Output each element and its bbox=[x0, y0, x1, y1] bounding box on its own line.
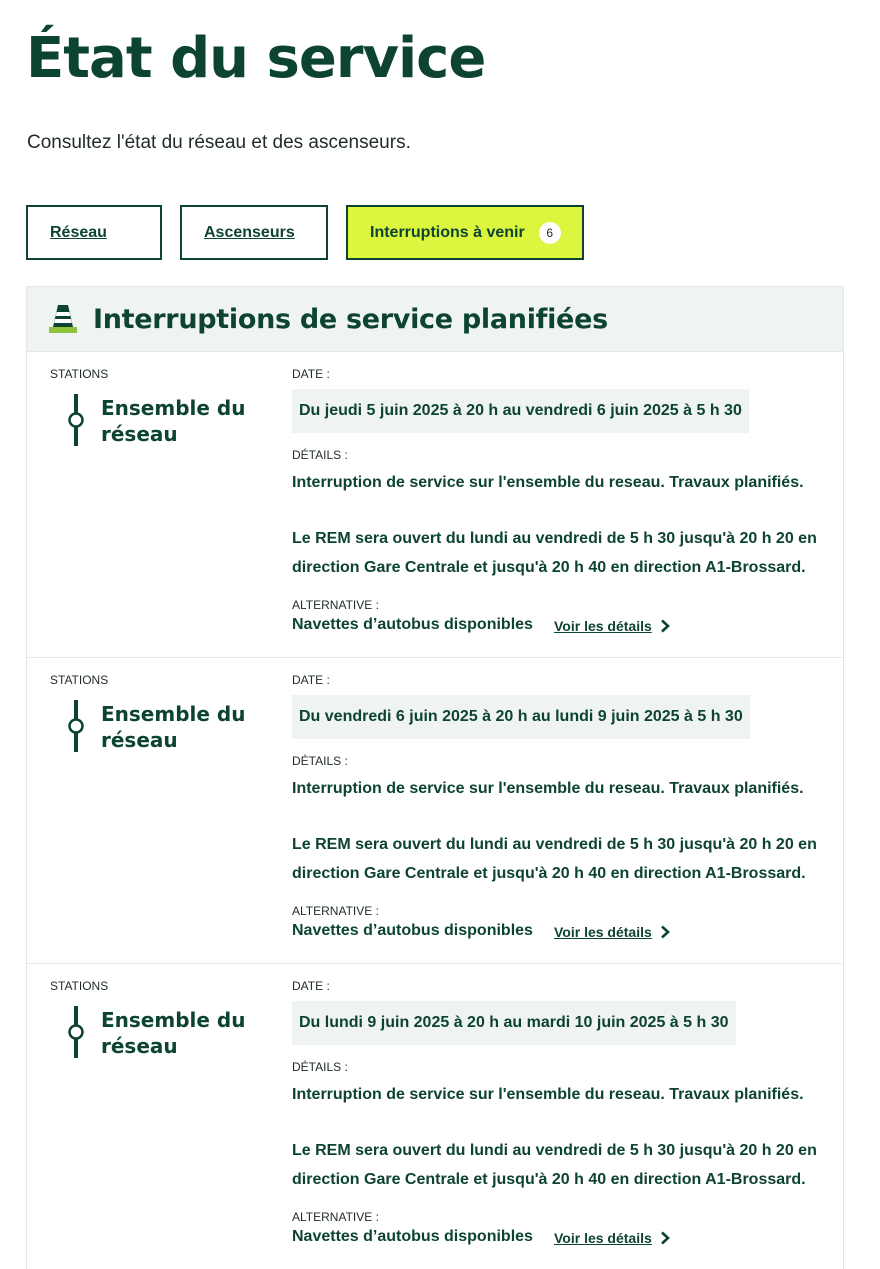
alternative-label: ALTERNATIVE : bbox=[292, 904, 379, 918]
date-range: Du jeudi 5 juin 2025 à 20 h au vendredi 6 juin 2025 à 5 h 30 bbox=[292, 389, 749, 433]
tab-reseau[interactable] bbox=[26, 205, 162, 260]
count-badge: 6 bbox=[539, 222, 561, 244]
see-details-link[interactable] bbox=[554, 618, 671, 634]
date-label: DATE : bbox=[292, 367, 330, 381]
see-details-link[interactable] bbox=[554, 1230, 671, 1246]
tab-ascenseurs[interactable] bbox=[180, 205, 328, 260]
station-name: Ensemble du réseau bbox=[101, 702, 246, 752]
page-title: État du service bbox=[26, 26, 486, 91]
details-text bbox=[292, 468, 822, 582]
traffic-cone-icon bbox=[47, 303, 79, 335]
link-label: Voir les détails bbox=[554, 1230, 652, 1246]
page-subtitle: Consultez l'état du réseau et des ascenseurs. bbox=[27, 132, 411, 153]
alternative-text: Navettes d’autobus disponibles bbox=[292, 616, 533, 633]
details-hours: Le REM sera ouvert du lundi au vendredi de 5 h 30 jusqu'à 20 h 20 en direction Gare Centrale et jusqu'à 20 h 40 en direction A1-Brossard. bbox=[292, 836, 817, 882]
alternative-label: ALTERNATIVE : bbox=[292, 1210, 379, 1224]
station-name: Ensemble du réseau bbox=[101, 396, 246, 446]
details-hours: Le REM sera ouvert du lundi au vendredi de 5 h 30 jusqu'à 20 h 20 en direction Gare Centrale et jusqu'à 20 h 40 en direction A1-Brossard. bbox=[292, 530, 817, 576]
details-label: DÉTAILS : bbox=[292, 754, 348, 768]
chevron-right-icon bbox=[659, 619, 671, 633]
details-text bbox=[292, 774, 822, 888]
date-range: Du lundi 9 juin 2025 à 20 h au mardi 10 juin 2025 à 5 h 30 bbox=[292, 1001, 736, 1045]
station-line-icon bbox=[67, 394, 85, 446]
link-label: Voir les détails bbox=[554, 924, 652, 940]
alternative-label: ALTERNATIVE : bbox=[292, 598, 379, 612]
date-label: DATE : bbox=[292, 673, 330, 687]
date-label: DATE : bbox=[292, 979, 330, 993]
tab-label: Interruptions à venir bbox=[370, 223, 525, 241]
alternative-text: Navettes d’autobus disponibles bbox=[292, 1228, 533, 1245]
station-name: Ensemble du réseau bbox=[101, 1008, 246, 1058]
details-summary: Interruption de service sur l'ensemble du reseau. Travaux planifiés. bbox=[292, 474, 804, 491]
planned-interruptions-panel bbox=[26, 286, 844, 1269]
chevron-right-icon bbox=[659, 1231, 671, 1245]
panel-header bbox=[27, 287, 843, 351]
date-range: Du vendredi 6 juin 2025 à 20 h au lundi 9 juin 2025 à 5 h 30 bbox=[292, 695, 750, 739]
station-line-icon bbox=[67, 700, 85, 752]
link-label: Voir les détails bbox=[554, 618, 652, 634]
tab-label: Ascenseurs bbox=[204, 223, 295, 241]
panel-title: Interruptions de service planifiées bbox=[93, 303, 608, 335]
alternative-text: Navettes d’autobus disponibles bbox=[292, 922, 533, 939]
interruption-card bbox=[27, 351, 843, 657]
tab-label: Réseau bbox=[50, 223, 107, 241]
interruption-card bbox=[27, 657, 843, 963]
tab-interruptions[interactable] bbox=[346, 205, 584, 260]
chevron-right-icon bbox=[659, 925, 671, 939]
details-summary: Interruption de service sur l'ensemble du reseau. Travaux planifiés. bbox=[292, 1086, 804, 1103]
details-label: DÉTAILS : bbox=[292, 1060, 348, 1074]
station-line-icon bbox=[67, 1006, 85, 1058]
details-text bbox=[292, 1080, 822, 1194]
stations-label: STATIONS bbox=[50, 367, 109, 381]
stations-label: STATIONS bbox=[50, 673, 109, 687]
details-label: DÉTAILS : bbox=[292, 448, 348, 462]
details-hours: Le REM sera ouvert du lundi au vendredi de 5 h 30 jusqu'à 20 h 20 en direction Gare Centrale et jusqu'à 20 h 40 en direction A1-Brossard. bbox=[292, 1142, 817, 1188]
details-summary: Interruption de service sur l'ensemble du reseau. Travaux planifiés. bbox=[292, 780, 804, 797]
see-details-link[interactable] bbox=[554, 924, 671, 940]
stations-label: STATIONS bbox=[50, 979, 109, 993]
interruption-card bbox=[27, 963, 843, 1269]
